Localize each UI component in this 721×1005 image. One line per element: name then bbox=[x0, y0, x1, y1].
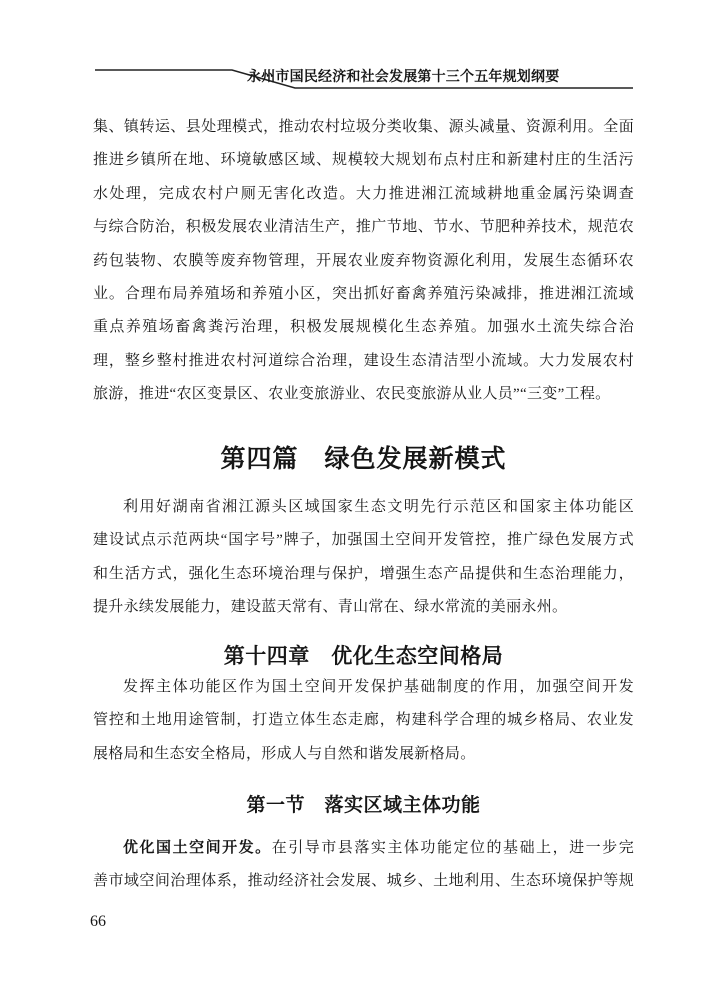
body-paragraph-4 bbox=[93, 832, 634, 899]
text-line bbox=[93, 832, 634, 865]
text-line: 重点养殖场畜禽粪污治理，积极发展规模化生态养殖。加强水土流失综合治 bbox=[93, 319, 634, 336]
text-line: 提升永续发展能力，建设蓝天常有、青山常在、绿水常流的美丽永州。 bbox=[93, 599, 568, 616]
chapter-heading: 第十四章 优化生态空间格局 bbox=[223, 645, 504, 668]
text-line: 展格局和生态安全格局，形成人与自然和谐发展新格局。 bbox=[93, 745, 476, 762]
text-line: 利用好湖南省湘江源头区域国家生态文明先行示范区和国家主体功能区 bbox=[123, 499, 634, 515]
text-line: 集、镇转运、县处理模式，推动农村垃圾分类收集、源头减量、资源利用。全面 bbox=[93, 119, 634, 135]
text-line: 发挥主体功能区作为国土空间开发保护基础制度的作用，加强空间开发 bbox=[123, 679, 634, 695]
body-paragraph-3 bbox=[93, 671, 634, 771]
part-heading: 第四篇 绿色发展新模式 bbox=[220, 445, 507, 473]
body-paragraph-2 bbox=[93, 491, 634, 625]
body-paragraph-1 bbox=[93, 111, 634, 412]
text-line: 与综合防治，积极发展农业清洁生产，推广节地、节水、节肥种养技术，规范农 bbox=[93, 219, 634, 236]
lead-rest-text: 在引导市县落实主体功能定位的基础上，进一步完 bbox=[271, 840, 635, 856]
text-line: 理，整乡整村推进农村河道综合治理，建设生态清洁型小流域。大力发展农村 bbox=[93, 352, 634, 369]
text-line: 推进乡镇所在地、环境敏感区域、规模较大规划布点村庄和新建村庄的生活污 bbox=[93, 152, 634, 169]
text-line: 善市域空间治理体系，推动经济社会发展、城乡、土地利用、生态环境保护等规 bbox=[93, 873, 634, 890]
page-number: 66 bbox=[90, 913, 106, 930]
text-line: 管控和土地用途管制，打造立体生态走廊，构建科学合理的城乡格局、农业发 bbox=[93, 712, 634, 729]
section-heading: 第一节 落实区域主体功能 bbox=[246, 795, 481, 816]
text-line: 水处理，完成农村户厕无害化改造。大力推进湘江流域耕地重金属污染调查 bbox=[93, 185, 634, 202]
running-header-title: 永州市国民经济和社会发展第十三个五年规划纲要 bbox=[247, 70, 560, 85]
text-line: 业。合理布局养殖场和养殖小区，突出抓好畜禽养殖污染减排，推进湘江流域 bbox=[93, 286, 634, 303]
text-line: 建设试点示范两块“国字号”牌子，加强国土空间开发管控，推广绿色发展方式 bbox=[93, 532, 634, 549]
text-line: 和生活方式，强化生态环境治理与保护，增强生态产品提供和生态治理能力， bbox=[93, 565, 634, 582]
text-line: 药包装物、农膜等废弃物管理，开展农业废弃物资源化利用，发展生态循环农 bbox=[93, 252, 634, 269]
lead-phrase: 优化国土空间开发。 bbox=[123, 840, 272, 856]
text-line: 旅游，推进“农区变景区、农业变旅游业、农民变旅游从业人员”“三变”工程。 bbox=[93, 386, 611, 403]
